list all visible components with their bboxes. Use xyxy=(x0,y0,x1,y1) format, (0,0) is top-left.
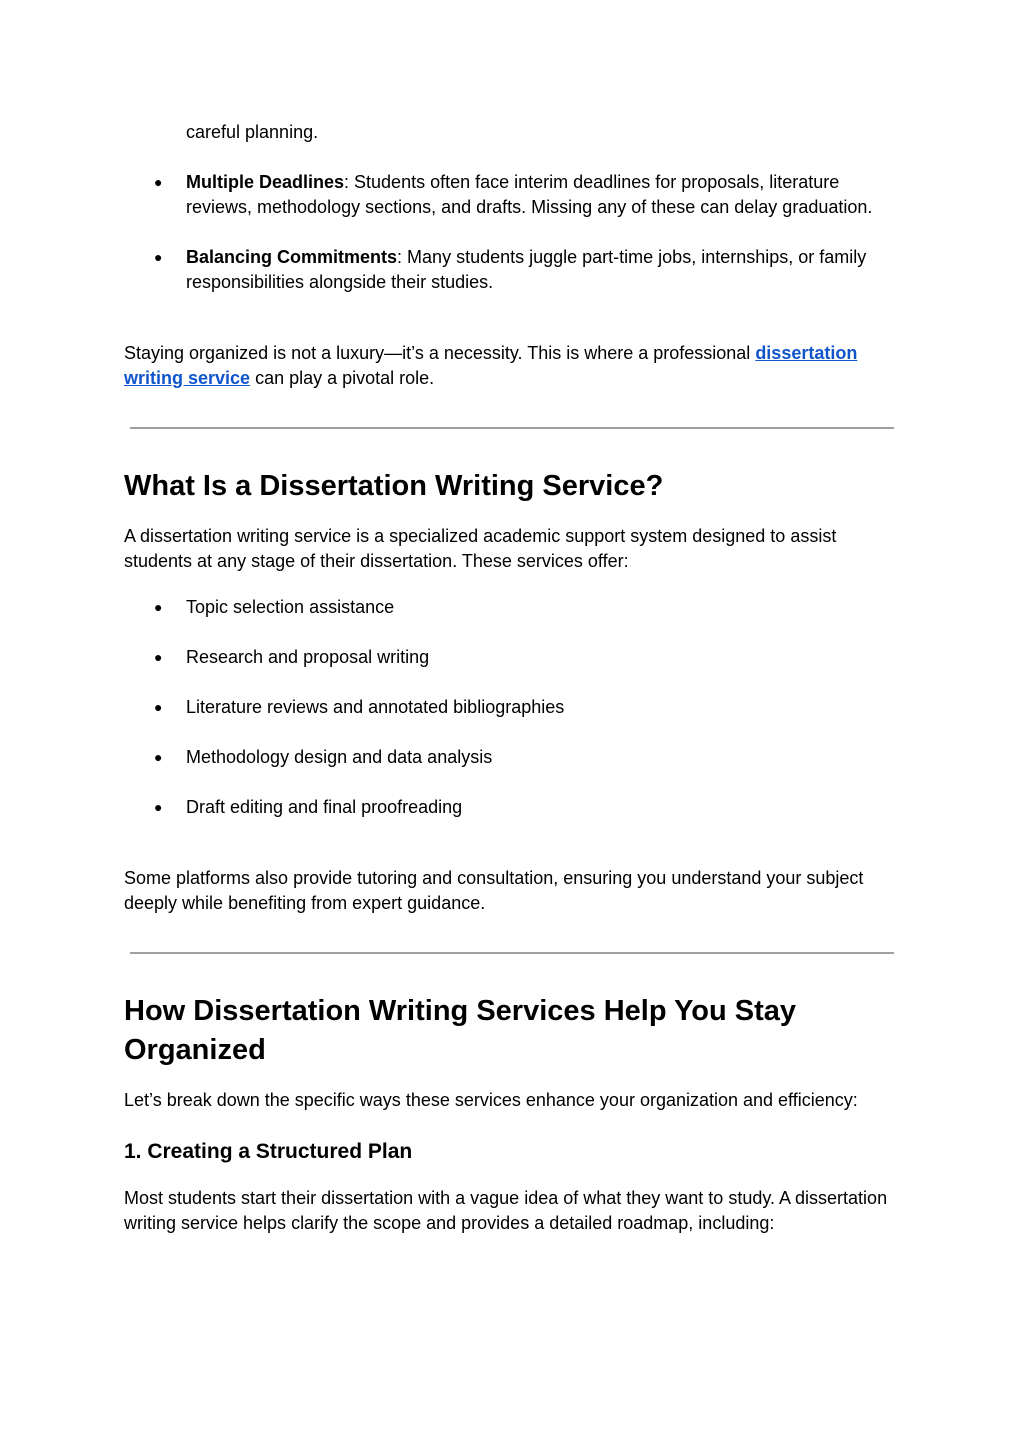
dissertation-service-link[interactable]: dissertation writing service xyxy=(124,343,858,388)
section-intro: A dissertation writing service is a specialized academic support system designed to assist students at any stage of their dissertation. These services offer: xyxy=(124,526,837,571)
bullet-icon: ● xyxy=(154,599,163,615)
list-item xyxy=(124,795,894,820)
list-item-text: : Many students juggle part-time jobs, internships, or family responsibilities alongside their studies. xyxy=(186,247,867,292)
section-divider xyxy=(130,427,894,429)
bullet-icon: ● xyxy=(154,249,163,265)
list-item-text: Topic selection assistance xyxy=(186,597,395,617)
challenges-list xyxy=(124,170,894,295)
organized-paragraph xyxy=(124,341,894,391)
document-content xyxy=(124,120,894,1236)
subheading-structured-plan: 1. Creating a Structured Plan xyxy=(124,1140,413,1163)
bullet-icon: ● xyxy=(154,699,163,715)
list-item-multiple-deadlines xyxy=(124,170,894,220)
section-outro: Some platforms also provide tutoring and consultation, ensuring you understand your subject deeply while benefiting from expert guidance. xyxy=(124,868,864,913)
section-divider xyxy=(130,952,894,954)
paragraph-text: Staying organized is not a luxury—it’s a necessity. This is where a professional xyxy=(124,343,756,363)
section-heading-how-services-help: How Dissertation Writing Services Help You Stay Organized xyxy=(124,995,797,1066)
bullet-icon: ● xyxy=(154,799,163,815)
list-item-balancing-commitments xyxy=(124,245,894,295)
list-item-continuation: careful planning. xyxy=(186,122,319,142)
list-item xyxy=(124,645,894,670)
list-item-text: Literature reviews and annotated bibliographies xyxy=(186,697,565,717)
list-item xyxy=(124,595,894,620)
bullet-icon: ● xyxy=(154,174,163,190)
paragraph-text: can play a pivotal role. xyxy=(250,368,435,388)
list-item-text: Research and proposal writing xyxy=(186,647,430,667)
list-item-text: Methodology design and data analysis xyxy=(186,747,493,767)
section-intro: Let’s break down the specific ways these services enhance your organization and efficiency: xyxy=(124,1090,858,1110)
list-item-term: Multiple Deadlines xyxy=(186,172,345,192)
bullet-icon: ● xyxy=(154,649,163,665)
list-item xyxy=(124,745,894,770)
bullet-icon: ● xyxy=(154,749,163,765)
list-item-text: Draft editing and final proofreading xyxy=(186,797,463,817)
list-item-term: Balancing Commitments xyxy=(186,247,398,267)
structured-plan-paragraph: Most students start their dissertation with a vague idea of what they want to study. A dissertation writing service helps clarify the scope and provides a detailed roadmap, including: xyxy=(124,1188,888,1233)
list-item-text: : Students often face interim deadlines for proposals, literature reviews, methodology sections, and drafts. Missing any of these can delay graduation. xyxy=(186,172,873,217)
services-list xyxy=(124,595,894,820)
section-heading-what-is: What Is a Dissertation Writing Service? xyxy=(124,470,664,502)
list-item xyxy=(124,695,894,720)
